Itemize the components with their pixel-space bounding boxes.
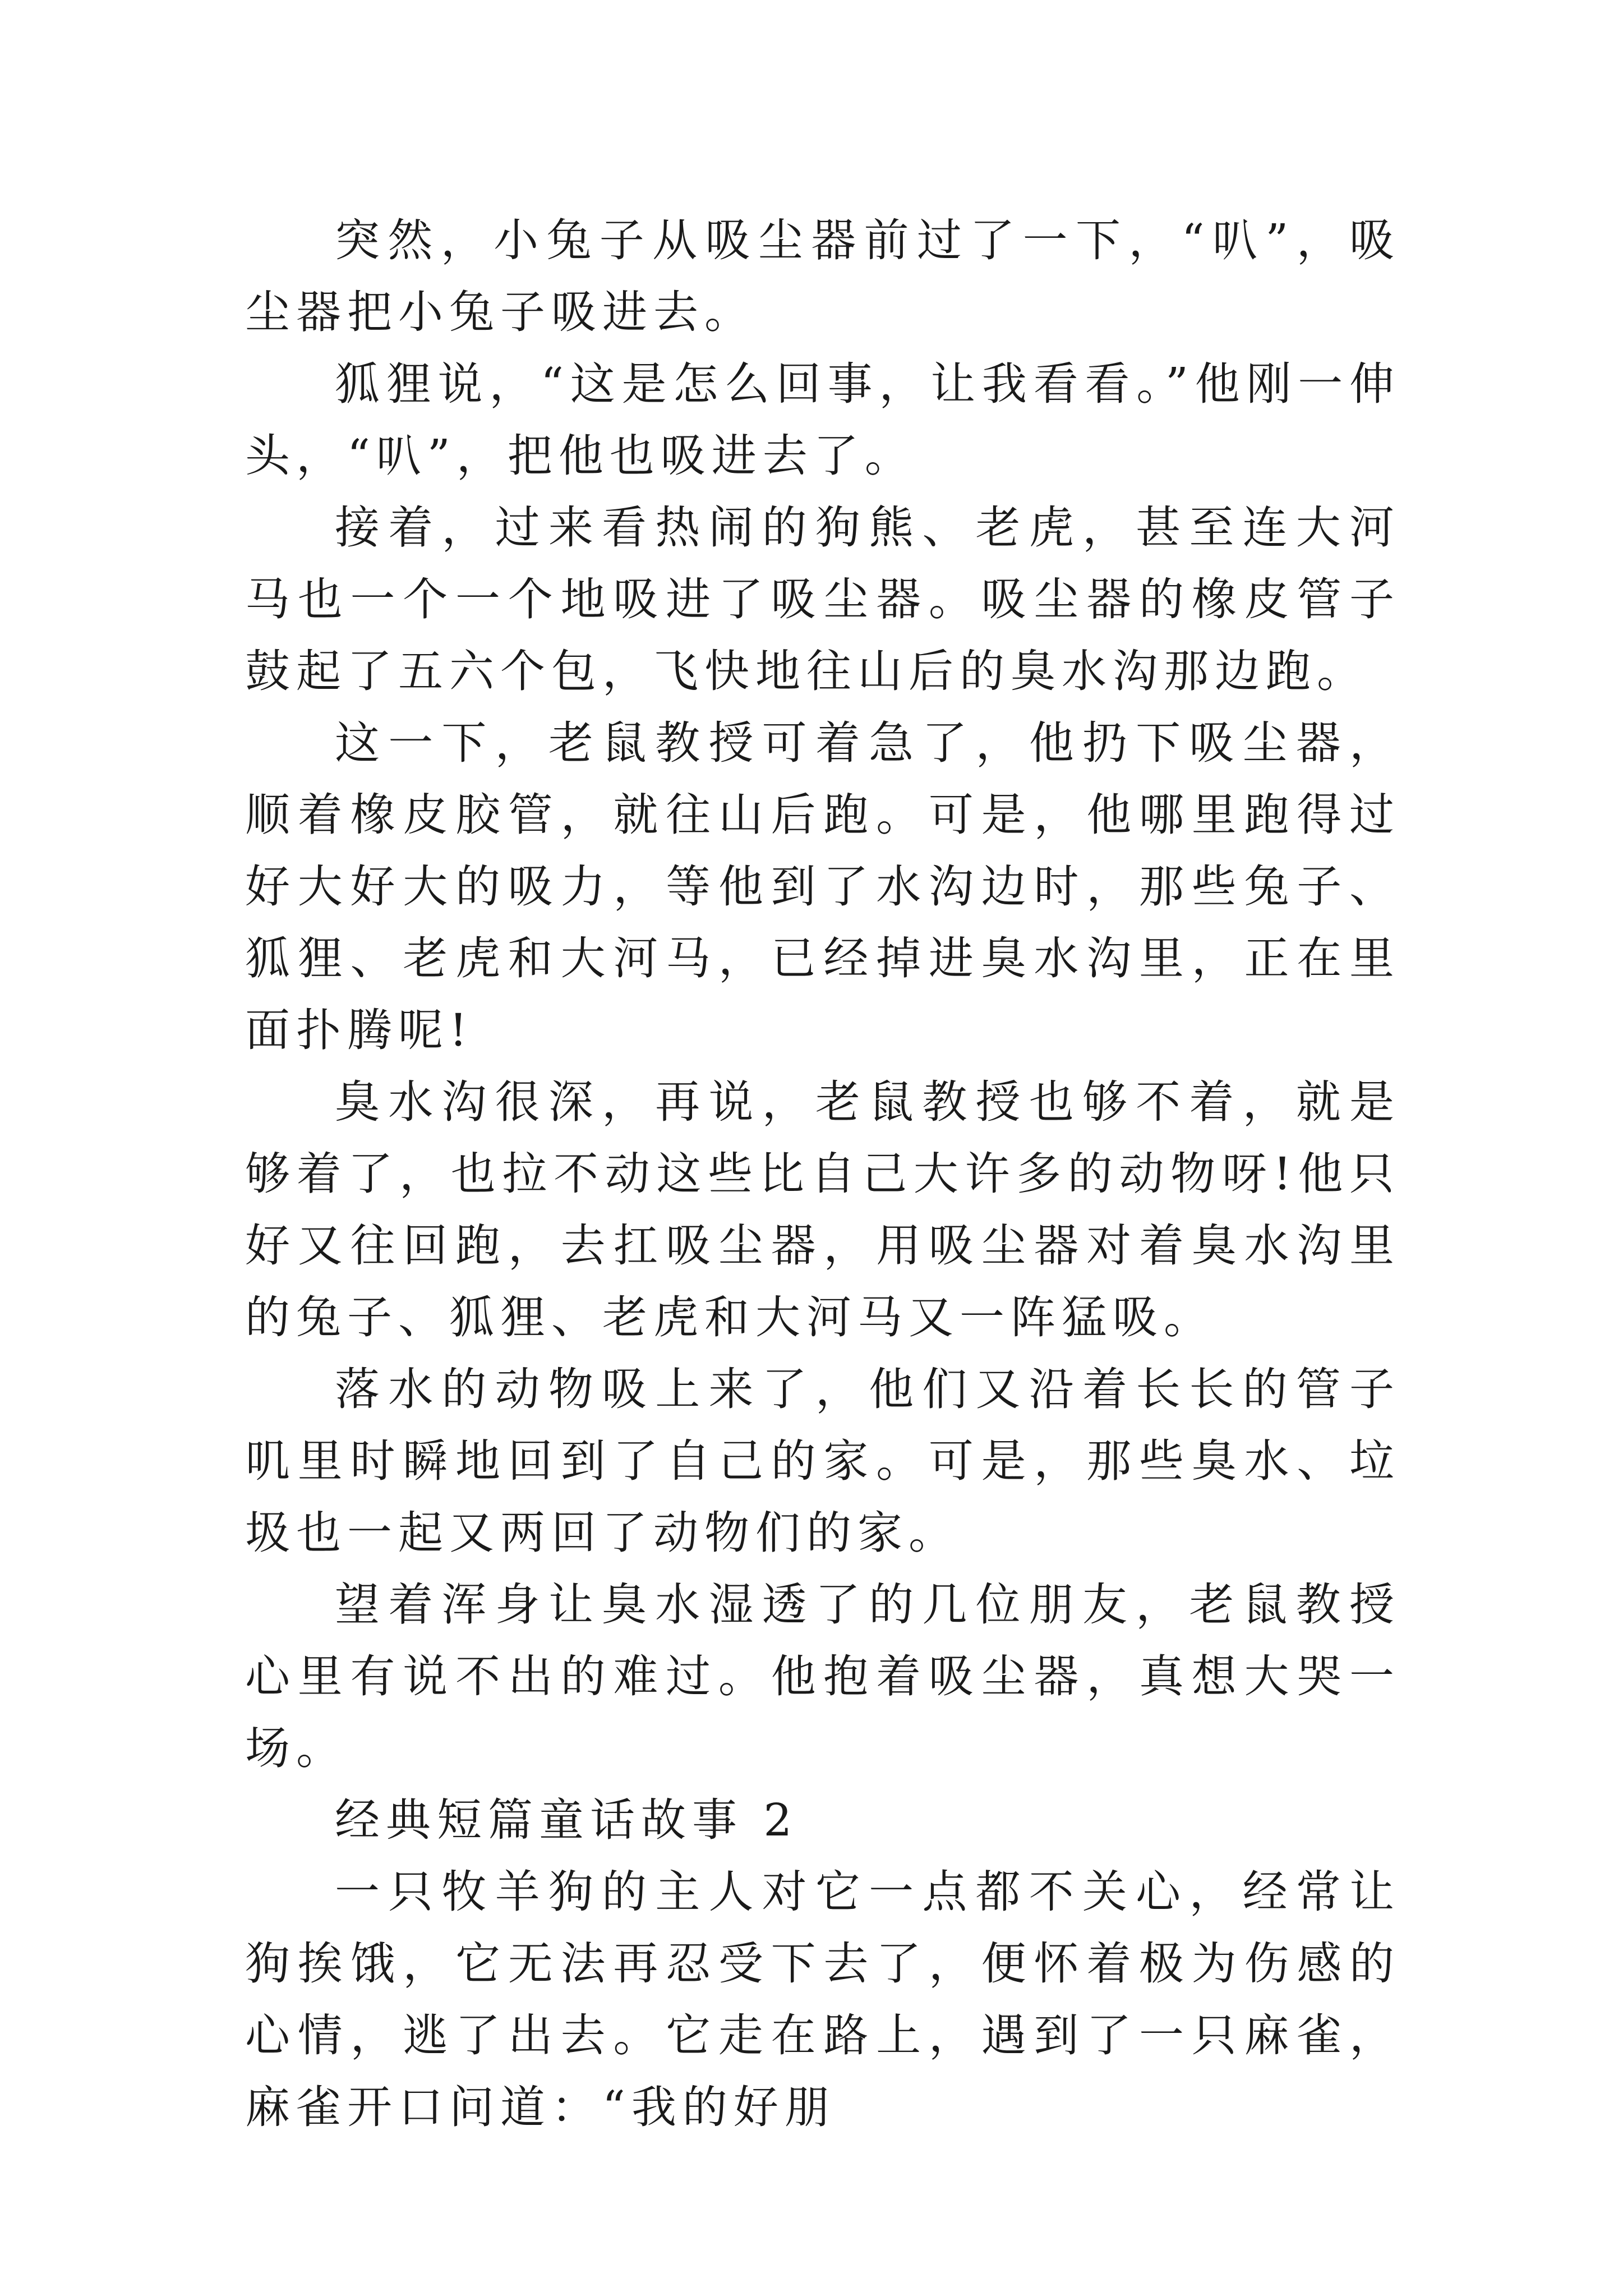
- document-body: [245, 205, 1400, 2143]
- paragraph: 落水的动物吸上来了，他们又沿着长长的管子叽里时瞬地回到了自己的家。可是，那些臭水、垃圾也一起又两回了动物们的家。: [245, 1363, 1400, 1559]
- paragraph: 一只牧羊狗的主人对它一点都不关心，经常让狗挨饿，它无法再忍受下去了，便怀着极为伤感的心情，逃了出去。它走在路上，遇到了一只麻雀，麻雀开口问道：“我的好朋: [245, 1866, 1400, 2133]
- paragraph: 突然，小兔子从吸尘器前过了一下，“叭”，吸尘器把小兔子吸进去。: [245, 214, 1400, 338]
- paragraph: 这一下，老鼠教授可着急了，他扔下吸尘器，顺着橡皮胶管，就往山后跑。可是，他哪里跑得过好大好大的吸力，等他到了水沟边时，那些兔子、狐狸、老虎和大河马，已经掉进臭水沟里，正在里面扑腾呢!: [245, 717, 1400, 1056]
- section-heading: 经典短篇童话故事 2: [335, 1794, 799, 1846]
- paragraph: 臭水沟很深，再说，老鼠教授也够不着，就是够着了，也拉不动这些比自己大许多的动物呀!他只好又往回跑，去扛吸尘器，用吸尘器对着臭水沟里的兔子、狐狸、老虎和大河马又一阵猛吸。: [245, 1076, 1400, 1343]
- paragraph: 狐狸说，“这是怎么回事，让我看看。”他刚一伸头，“叭”，把他也吸进去了。: [245, 358, 1400, 482]
- paragraph: 接着，过来看热闹的狗熊、老虎，甚至连大河马也一个一个地吸进了吸尘器。吸尘器的橡皮管子鼓起了五六个包，飞快地往山后的臭水沟那边跑。: [245, 501, 1400, 697]
- paragraph: 望着浑身让臭水湿透了的几位朋友，老鼠教授心里有说不出的难过。他抱着吸尘器，真想大哭一场。: [245, 1579, 1400, 1774]
